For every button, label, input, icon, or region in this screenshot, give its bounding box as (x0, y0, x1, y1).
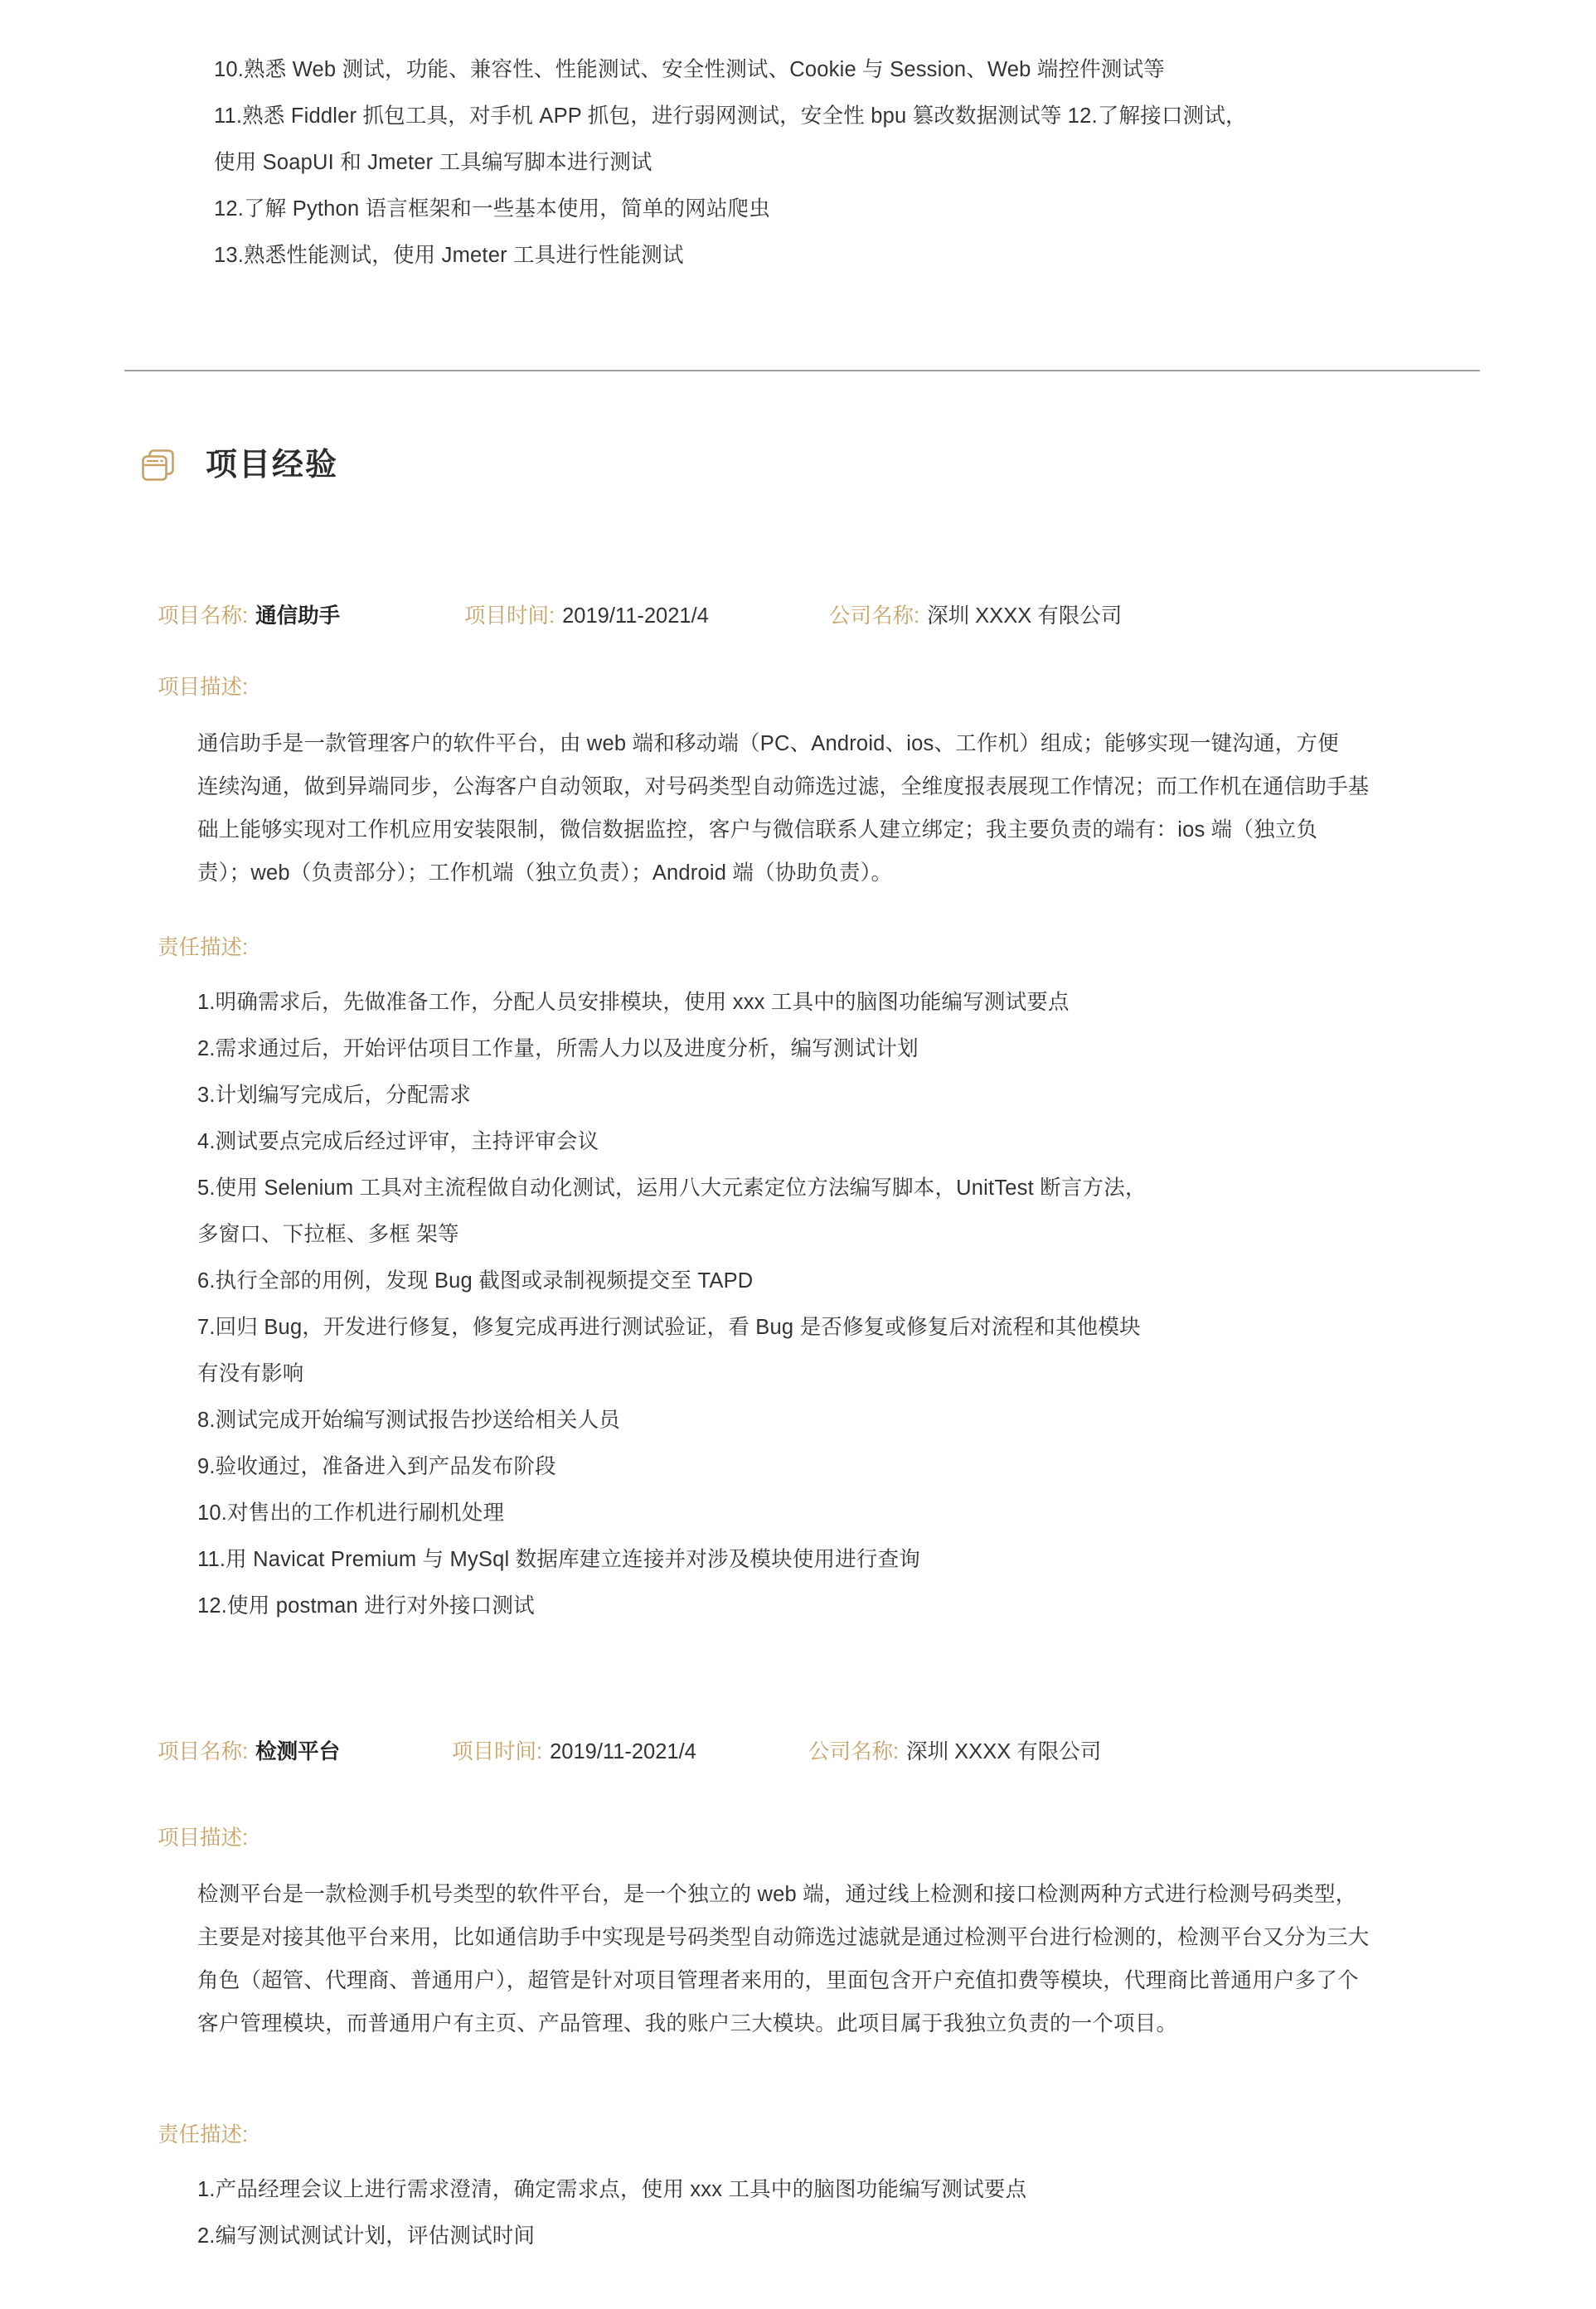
section-title: 项目经验 (206, 447, 339, 483)
duty-line: 12.使用 postman 进行对外接口测试 (197, 1594, 535, 1618)
duty-line: 3.计划编写完成后，分配需求 (197, 1084, 472, 1108)
duty-description-label: 责任描述: (158, 2123, 249, 2147)
project-entry (0, 507, 1596, 1629)
duty-line: 8.测试完成开始编写测试报告抄送给相关人员 (197, 1409, 620, 1433)
project-time-cell (452, 1734, 808, 1770)
duty-line: 10.对售出的工作机进行刷机处理 (197, 1501, 505, 1526)
duty-line: 2.编写测试测试计划，评估测试时间 (197, 2224, 536, 2248)
skill-line: 13.熟悉性能测试，使用 Jmeter 工具进行性能测试 (214, 244, 684, 267)
project-name-cell (158, 1734, 452, 1770)
project-time-cell (464, 598, 829, 634)
description-line: 客户管理模块，而普通用户有主页、产品管理、我的账户三大模块。此项目属于我独立负责的一个项目。 (197, 2012, 1178, 2036)
company-name-label: 公司名称: (808, 1740, 900, 1764)
project-name-cell (158, 598, 464, 634)
skill-line: 使用 SoapUI 和 Jmeter 工具编写脚本进行测试 (214, 151, 652, 174)
description-line: 检测平台是一款检测手机号类型的软件平台，是一个独立的 web 端，通过线上检测和接口检测两种方式进行检测号码类型， (197, 1883, 1357, 1907)
duty-description-label: 责任描述: (158, 936, 249, 960)
project-description-text (158, 722, 1497, 895)
project-time-value: 2019/11-2021/4 (550, 1740, 696, 1764)
duty-description-list (158, 2166, 1497, 2259)
project-experience-section-header (0, 371, 1596, 507)
company-name-value: 深圳 XXXX 有限公司 (927, 604, 1123, 628)
duty-line: 11.用 Navicat Premium 与 MySql 数据库建立连接并对涉及模块使用进行查询 (197, 1548, 920, 1572)
duty-line: 有没有影响 (197, 1362, 304, 1386)
duty-line: 6.执行全部的用例，发现 Bug 截图或录制视频提交至 TAPD (197, 1269, 754, 1293)
stacked-windows-icon (139, 446, 177, 484)
duty-line: 1.明确需求后，先做准备工作，分配人员安排模块，使用 xxx 工具中的脑图功能编写测试要点 (197, 991, 1070, 1015)
project-time-label: 项目时间: (464, 604, 555, 628)
skills-continuation-block (0, 0, 1596, 279)
company-name-value: 深圳 XXXX 有限公司 (906, 1740, 1102, 1764)
duty-line: 1.产品经理会议上进行需求澄清，确定需求点，使用 xxx 工具中的脑图功能编写测试要点 (197, 2178, 1027, 2202)
skill-line: 12.了解 Python 语言框架和一些基本使用，简单的网站爬虫 (214, 197, 770, 221)
description-line: 础上能够实现对工作机应用安装限制，微信数据监控，客户与微信联系人建立绑定；我主要负责的端有：ios 端（独立负 (197, 818, 1318, 842)
duty-line: 9.验收通过，准备进入到产品发布阶段 (197, 1455, 556, 1479)
company-name-cell (808, 1734, 1101, 1770)
description-line: 责）；web（负责部分）；工作机端（独立负责）；Android 端（协助负责）。 (197, 861, 893, 885)
project-name-value: 检测平台 (255, 1740, 341, 1764)
duty-line: 7.回归 Bug，开发进行修复，修复完成再进行测试验证，看 Bug 是否修复或修复后对流程和其他模块 (197, 1316, 1141, 1340)
company-name-label: 公司名称: (829, 604, 920, 628)
description-line: 角色（超管、代理商、普通用户），超管是针对项目管理者来用的，里面包含开户充值扣费等模块，代理商比普通用户多了个 (197, 1969, 1359, 1993)
project-description-label: 项目描述: (158, 1826, 249, 1851)
description-line: 通信助手是一款管理客户的软件平台，由 web 端和移动端（PC、Android、ios、工作机）组成；能够实现一键沟通，方便 (197, 732, 1339, 756)
description-line: 主要是对接其他平台来用，比如通信助手中实现是号码类型自动筛选过滤就是通过检测平台进行检测的，检测平台又分为三大 (197, 1926, 1370, 1950)
project-time-value: 2019/11-2021/4 (562, 604, 709, 628)
duty-description-list (158, 979, 1497, 1629)
description-line: 连续沟通，做到异端同步，公海客户自动领取，对号码类型自动筛选过滤，全维度报表展现工作情况；而工作机在通信助手基 (197, 775, 1370, 799)
project-description-text (158, 1873, 1497, 2045)
duty-line: 4.测试要点完成后经过评审，主持评审会议 (197, 1130, 599, 1154)
project-time-label: 项目时间: (452, 1740, 543, 1764)
project-description-label: 项目描述: (158, 676, 249, 700)
skill-line: 10.熟悉 Web 测试，功能、兼容性、性能测试、安全性测试、Cookie 与 Session、Web 端控件测试等 (214, 58, 1166, 81)
skill-line: 11.熟悉 Fiddler 抓包工具，对手机 APP 抓包，进行弱网测试，安全性 bpu 篡改数据测试等 12.了解接口测试， (214, 104, 1247, 128)
project-meta-row (158, 1734, 1497, 1770)
company-name-cell (829, 598, 1122, 634)
duty-line: 2.需求通过后，开始评估项目工作量，所需人力以及进度分析，编写测试计划 (197, 1037, 919, 1061)
project-entry (0, 1629, 1596, 2259)
duty-line: 5.使用 Selenium 工具对主流程做自动化测试，运用八大元素定位方法编写脚本，UnitTest 断言方法， (197, 1176, 1147, 1201)
project-name-label: 项目名称: (158, 604, 249, 628)
project-name-value: 通信助手 (255, 604, 341, 628)
page-bottom-spacer (0, 2259, 1596, 2309)
project-meta-row (158, 598, 1497, 634)
duty-line: 多窗口、下拉框、多框 架等 (197, 1223, 459, 1247)
project-name-label: 项目名称: (158, 1740, 249, 1764)
